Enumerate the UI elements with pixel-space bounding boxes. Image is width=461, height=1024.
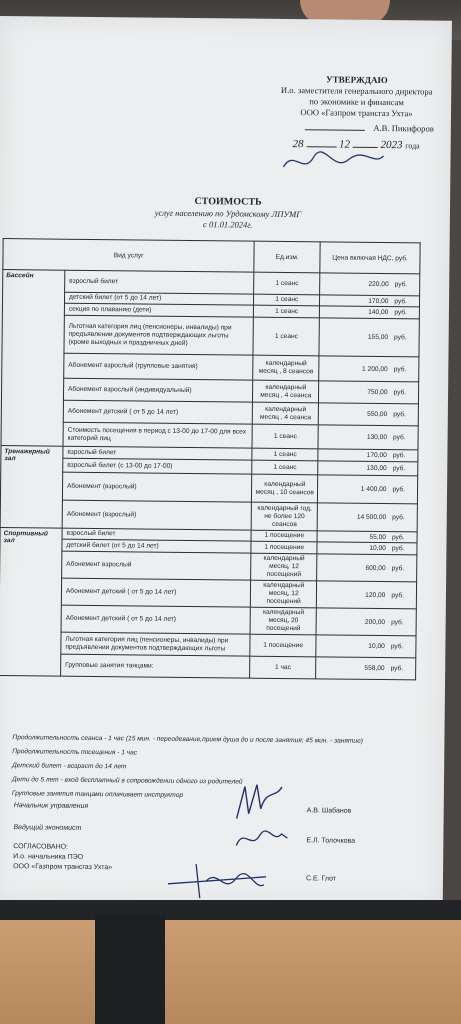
header-unit: Ед.изм.	[254, 241, 320, 273]
unit-cell: 1 час	[250, 656, 316, 679]
unit-cell: 1 сеанс	[254, 272, 320, 295]
approval-line-1: И.о. заместителя генерального директора	[280, 84, 433, 97]
price-currency: руб.	[391, 591, 404, 599]
price-cell	[318, 425, 418, 450]
price-currency: руб.	[392, 452, 406, 460]
price-currency: руб.	[393, 411, 406, 419]
approval-date-day: 28	[292, 138, 304, 151]
price-value: 14 500,00	[356, 513, 387, 522]
service-cell: Льготная категория лиц (пенсионеры, инвалиды) при предъявлении документов подтверждающих льготы	[61, 632, 251, 656]
doc-effective-date: с 01.01.2024г.	[203, 219, 253, 230]
signature-role-2: Ведущий экономист	[13, 824, 82, 832]
price-cell	[317, 581, 417, 609]
price-currency: руб.	[393, 389, 407, 397]
price-currency: руб.	[391, 564, 405, 572]
service-cell: Абонемент детский ( от 5 до 14 лет)	[63, 400, 253, 424]
price-currency: руб.	[391, 533, 405, 541]
price-cell	[317, 503, 417, 532]
unit-cell: календарный год, не более 120 сеансов	[251, 502, 317, 531]
approval-line-2: по экономике и финансам	[309, 96, 404, 108]
service-cell: Абонемент (взрослый)	[62, 472, 252, 502]
price-cell	[318, 461, 418, 476]
price-value: 130,00	[366, 464, 387, 473]
unit-cell: 1 сеанс	[252, 460, 318, 475]
unit-cell: 1 сеанс	[254, 305, 320, 318]
price-value: 140,00	[368, 308, 389, 317]
doc-subtitle: услуг населению по Урдомскому ЛПУМГ	[154, 207, 302, 220]
price-cell	[320, 273, 420, 296]
table-row	[0, 654, 416, 680]
price-cell	[317, 554, 417, 582]
note-line: Детский билет - возраст до 14 лет	[12, 762, 127, 771]
price-table	[0, 238, 421, 680]
price-currency: руб.	[390, 665, 404, 673]
approval-signer-name: А.В. Пикифоров	[373, 122, 434, 134]
holder-stand	[95, 915, 165, 1024]
service-cell: Абонемент (взрослый)	[62, 500, 252, 530]
approval-date-suffix: года	[405, 141, 420, 151]
agreed-line-1: И.о. начальника ПЭО	[13, 853, 84, 861]
price-currency: руб.	[392, 486, 406, 494]
service-cell: Абонемент взрослый (индивидуальный)	[63, 378, 253, 402]
approval-line-3: ООО «Газпром трансгаз Ухта»	[300, 107, 413, 119]
price-cell	[316, 608, 416, 636]
price-value: 155,00	[367, 333, 389, 342]
unit-cell: календарный месяц, 20 посещений	[250, 607, 316, 635]
unit-cell: 1 сеанс	[252, 424, 318, 449]
section-name: Бассейн	[1, 270, 65, 447]
unit-cell: календарный месяц , 4 сеанса	[253, 402, 319, 425]
price-value: 1 400,00	[360, 485, 387, 494]
price-cell	[316, 635, 416, 658]
table-row	[0, 578, 417, 609]
section-name: Спортивный зал	[0, 528, 62, 677]
service-cell: Абонемент взрослый	[62, 551, 252, 580]
price-currency: руб.	[391, 618, 404, 626]
document-page	[0, 16, 452, 909]
price-value: 220,00	[368, 280, 389, 289]
unit-cell: календарный месяц , 4 сеанса	[253, 380, 319, 403]
note-line: Продолжительность посещения - 1 час	[12, 748, 138, 757]
doc-title: СТОИМОСТЬ	[194, 196, 262, 208]
price-value: 200,00	[364, 618, 386, 626]
price-currency: руб.	[394, 309, 407, 317]
price-value: 558,00	[364, 664, 385, 673]
header-price: Цена включая НДС, руб.	[320, 242, 420, 274]
approval-date-month: 12	[338, 138, 351, 151]
service-cell: Абонемент детский ( от 5 до 14 лет)	[61, 578, 251, 607]
price-value: 10,00	[369, 544, 386, 553]
agreed-heading: СОГЛАСОВАНО:	[13, 843, 69, 851]
service-cell: детский билет (от 5 до 14 лет)	[64, 292, 253, 305]
signature-name-2: Е.Л. Толочкова	[306, 837, 356, 845]
table-header-row	[3, 239, 420, 274]
service-cell: детский билет (от 5 до 14 лет)	[62, 539, 251, 553]
section-name: Тренажерный зал	[0, 446, 63, 529]
price-currency: руб.	[394, 334, 407, 342]
unit-cell: 1 сеанс	[252, 448, 318, 461]
price-value: 1 200,00	[362, 365, 388, 373]
signature-3	[166, 856, 276, 902]
price-currency: руб.	[391, 545, 405, 553]
service-cell: взрослый билет	[63, 446, 252, 460]
unit-cell: календарный месяц , 10 сеансов	[252, 474, 318, 503]
table-row	[0, 605, 416, 636]
approval-date-year: 2023	[380, 138, 403, 152]
unit-cell: календарный месяц , 8 сеансов	[253, 355, 319, 381]
header-service: Вид услуг	[3, 239, 255, 273]
price-currency: руб.	[390, 643, 404, 651]
desk-surface	[0, 905, 461, 1024]
price-cell	[320, 306, 420, 319]
service-cell: взрослый билет	[65, 270, 255, 294]
price-cell	[316, 657, 416, 680]
price-currency: руб.	[392, 514, 405, 522]
service-cell: Групповые занятия танцами:	[61, 654, 251, 678]
price-value: 120,00	[365, 591, 386, 599]
clipboard-edge	[0, 900, 461, 920]
unit-cell: 1 посещение	[250, 634, 316, 657]
approval-block	[254, 74, 460, 152]
signature-2	[231, 823, 291, 854]
table-row	[0, 500, 417, 532]
price-value: 170,00	[366, 451, 387, 460]
unit-cell: 1 сеанс	[253, 317, 319, 356]
price-cell	[318, 475, 418, 504]
service-cell: Льготная категория лиц (пенсионеры, инвалиды) при предъявлении документов подтверждающих льготы (кроме выходных и праздничных дней)	[64, 315, 254, 355]
signature-name-1: А.В. Шабанов	[306, 807, 352, 815]
unit-cell: 1 посещение	[251, 541, 317, 554]
approval-heading: УТВЕРЖДАЮ	[326, 74, 388, 86]
price-value: 130,00	[366, 433, 388, 442]
note-line: Продолжительность сеанса - 1 час (15 мин. - переодевание,прием душа до и после занятия; 45 мин. - занятие)	[12, 734, 363, 745]
service-cell: взрослый билет	[62, 528, 251, 541]
agreed-line-2: ООО «Газпром трансгаз Ухта»	[13, 863, 113, 872]
price-value: 55,00	[369, 533, 387, 541]
price-cell	[319, 356, 419, 382]
price-currency: руб.	[394, 281, 408, 289]
note-line: Дети до 5 лет - вход бесплатный в сопровождении одного из родителей	[11, 776, 243, 786]
price-cell	[318, 449, 418, 462]
price-value: 10,00	[368, 642, 385, 651]
service-cell: Абонемент взрослый (групповые занятия)	[64, 353, 254, 380]
price-currency: руб.	[393, 365, 407, 373]
table-row	[2, 315, 419, 357]
price-cell	[317, 542, 417, 555]
approval-signature	[278, 147, 388, 178]
price-value: 750,00	[367, 388, 388, 397]
service-cell: взрослый билет (с 13-00 до 17-00)	[63, 458, 253, 474]
price-currency: руб.	[392, 434, 406, 442]
agreed-name: С.Е. Глот	[305, 875, 337, 883]
table-row	[0, 472, 417, 504]
signature-role-1: Начальник управления	[13, 802, 89, 810]
unit-cell: 1 сеанс	[254, 294, 320, 306]
price-currency: руб.	[394, 297, 408, 305]
note-line: Групповые занятия танцами оплачивает инструктор	[11, 790, 184, 799]
service-cell: Абонемент детский ( от 5 до 14 лет)	[61, 605, 251, 634]
price-cell	[318, 403, 418, 426]
price-cell	[319, 318, 419, 357]
unit-cell: 1 посещение	[251, 530, 317, 542]
unit-cell: календарный месяц, 12 посещений	[251, 580, 317, 608]
service-cell: секция по плаванию (дети)	[64, 303, 253, 317]
price-value: 550,00	[367, 410, 388, 419]
price-cell	[319, 381, 419, 404]
service-cell: Стоимость посещения в период с 13-00 до 17-00 для всех категорий лиц	[63, 422, 253, 448]
price-value: 600,00	[365, 564, 386, 572]
signature-1	[227, 778, 287, 824]
price-value: 170,00	[368, 297, 389, 305]
unit-cell: календарный месяц, 12 посещений	[251, 553, 317, 581]
approval-signer	[254, 122, 459, 135]
price-currency: руб.	[392, 465, 406, 473]
